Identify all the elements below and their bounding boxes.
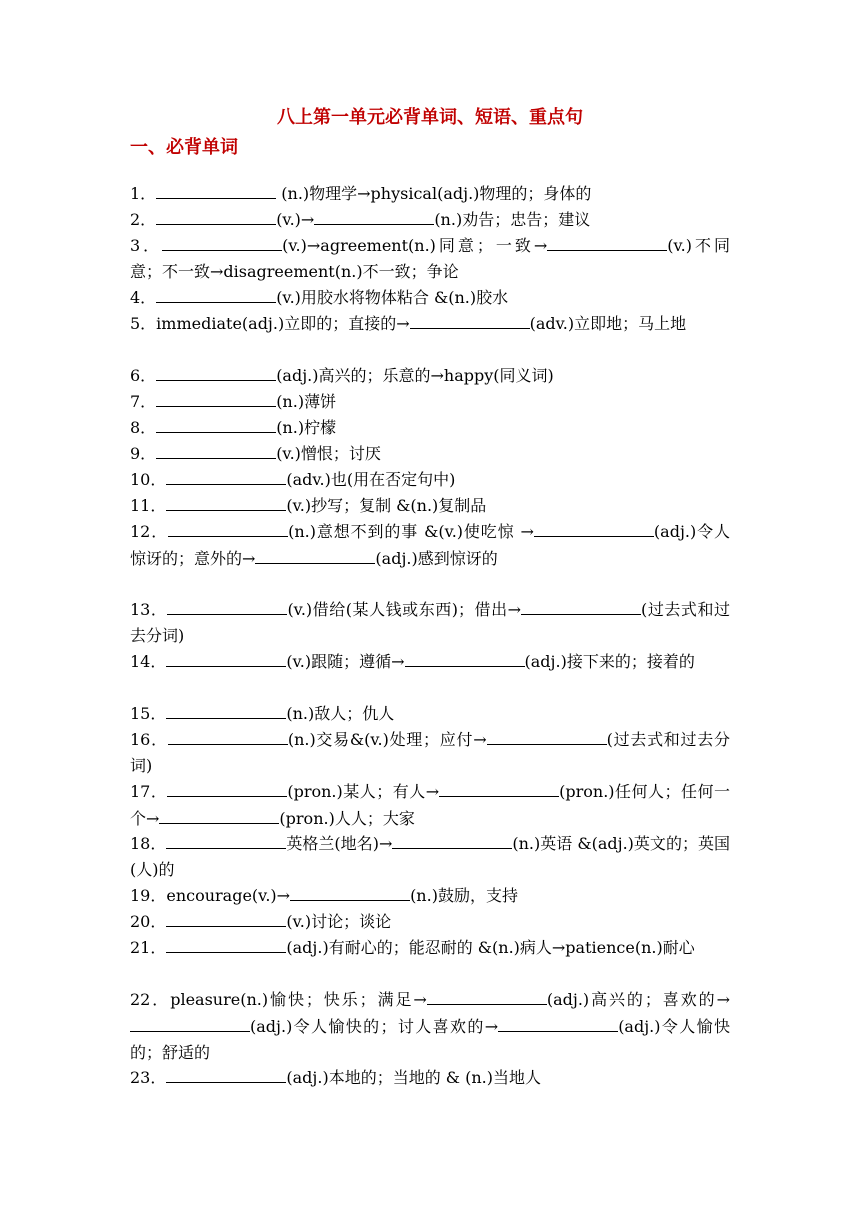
vocab-text: 14． (130, 652, 167, 671)
vocab-text: (n.)鼓励，支持 (410, 886, 518, 905)
answer-blank[interactable] (410, 310, 530, 329)
vocab-item (130, 648, 730, 700)
vocab-text: 3． (130, 236, 163, 255)
vocab-text: (adj.)感到惊讶的 (375, 549, 498, 568)
vocab-text: (v.)不同意；不一致→disagreement(n.)不一致；争论 (130, 236, 730, 281)
answer-blank[interactable] (439, 778, 559, 797)
vocab-text: 12． (130, 522, 169, 541)
vocab-text: 11． (130, 496, 167, 515)
vocab-text: (n.)薄饼 (276, 392, 337, 411)
vocab-text: (v.)抄写；复制 &(n.)复制品 (286, 496, 487, 515)
vocab-text: (n.)柠檬 (276, 418, 337, 437)
answer-blank[interactable] (156, 180, 276, 199)
vocab-text: 20． (130, 912, 167, 931)
answer-blank[interactable] (156, 206, 276, 225)
vocab-text: 2． (130, 210, 157, 229)
answer-blank[interactable] (156, 362, 276, 381)
vocab-text: (adj.)令人愉快的；舒适的 (130, 1017, 730, 1062)
vocab-item (130, 596, 730, 648)
section-heading: 一、必背单词 (130, 137, 238, 158)
vocab-text: (n.)物理学→physical(adj.)物理的；身体的 (276, 184, 592, 203)
vocab-text: 10． (130, 470, 167, 489)
vocab-item (130, 1064, 730, 1090)
vocab-item (130, 986, 730, 1064)
vocabulary-list (130, 180, 730, 1090)
vocab-text: (v.)→ (276, 210, 315, 229)
answer-blank[interactable] (166, 830, 286, 849)
answer-blank[interactable] (156, 440, 276, 459)
vocab-text: (adj.)高兴的；喜欢的→ (546, 990, 730, 1009)
vocab-text: (n.)英语 &(adj.)英文的；英国(人)的 (130, 834, 730, 879)
answer-blank[interactable] (166, 1064, 286, 1083)
vocab-text: 1． (130, 184, 157, 203)
vocab-item (130, 726, 730, 778)
answer-blank[interactable] (405, 648, 525, 667)
answer-blank[interactable] (168, 726, 288, 745)
answer-blank[interactable] (255, 545, 375, 564)
answer-blank[interactable] (166, 700, 286, 719)
vocab-item (130, 440, 730, 466)
vocab-text: (adj.)令人愉快的；讨人喜欢的→ (250, 1017, 499, 1036)
answer-blank[interactable] (487, 726, 607, 745)
answer-blank[interactable] (159, 805, 279, 824)
vocab-text: 7． (130, 392, 157, 411)
vocab-text: (pron.)任何人；任何一个→ (130, 782, 730, 828)
vocab-item (130, 310, 730, 362)
vocab-text: 13． (130, 600, 168, 619)
vocab-text: (n.)意想不到的事 &(v.)使吃惊 → (288, 522, 534, 541)
vocab-text: 6． (130, 366, 157, 385)
answer-blank[interactable] (547, 232, 667, 251)
vocab-text: (n.)敌人；仇人 (286, 704, 395, 723)
vocab-text: 16． (130, 730, 168, 749)
vocab-item (130, 830, 730, 882)
vocab-text: (过去式和过去分词) (130, 600, 730, 645)
vocab-item (130, 492, 730, 518)
vocab-item (130, 388, 730, 414)
answer-blank[interactable] (427, 986, 547, 1005)
answer-blank[interactable] (534, 518, 654, 537)
vocab-text: 23． (130, 1068, 167, 1087)
answer-blank[interactable] (290, 882, 410, 901)
vocab-text: (v.)讨论；谈论 (286, 912, 392, 931)
answer-blank[interactable] (156, 284, 276, 303)
vocab-item (130, 414, 730, 440)
answer-blank[interactable] (167, 778, 287, 797)
vocab-item (130, 518, 730, 596)
vocab-item (130, 934, 730, 986)
vocab-item (130, 908, 730, 934)
vocab-text: (adv.)立即地；马上地 (529, 314, 687, 333)
answer-blank[interactable] (156, 414, 276, 433)
vocab-item (130, 362, 730, 388)
answer-blank[interactable] (166, 934, 286, 953)
answer-blank[interactable] (168, 518, 288, 537)
answer-blank[interactable] (521, 596, 641, 615)
vocab-text: 英格兰(地名)→ (286, 834, 393, 853)
vocab-text: 9． (130, 444, 157, 463)
vocab-text: (adj.)令人惊讶的；意外的→ (130, 522, 730, 568)
vocab-item (130, 284, 730, 310)
answer-blank[interactable] (314, 206, 434, 225)
answer-blank[interactable] (130, 1013, 250, 1032)
vocab-text: (过去式和过去分词) (130, 730, 730, 775)
vocab-text: 21． (130, 938, 167, 957)
answer-blank[interactable] (498, 1013, 618, 1032)
answer-blank[interactable] (166, 466, 286, 485)
answer-blank[interactable] (166, 648, 286, 667)
vocab-text: (n.)交易&(v.)处理；应付→ (287, 730, 487, 749)
vocab-text: 4． (130, 288, 157, 307)
answer-blank[interactable] (166, 908, 286, 927)
vocab-text: (adj.)有耐心的；能忍耐的 &(n.)病人→patience(n.)耐心 (286, 938, 695, 957)
vocab-text: (adv.)也(用在否定句中) (286, 470, 456, 489)
answer-blank[interactable] (167, 596, 287, 615)
vocab-text: 17． (130, 782, 168, 801)
vocab-text: 18． (130, 834, 167, 853)
vocab-item (130, 180, 730, 206)
vocab-item (130, 882, 730, 908)
vocab-text: (adj.)高兴的；乐意的→happy(同义词) (276, 366, 554, 385)
answer-blank[interactable] (166, 492, 286, 511)
vocab-text: 8． (130, 418, 157, 437)
vocab-item (130, 466, 730, 492)
vocab-text: (v.)→agreement(n.)同意；一致→ (282, 236, 548, 255)
answer-blank[interactable] (162, 232, 282, 251)
vocab-text: 5．immediate(adj.)立即的；直接的→ (130, 314, 410, 333)
vocab-text: 22．pleasure(n.)愉快；快乐；满足→ (130, 990, 427, 1009)
vocab-text: (v.)憎恨；讨厌 (276, 444, 381, 463)
vocab-text: (pron.)某人；有人→ (287, 782, 440, 801)
vocab-item (130, 778, 730, 830)
vocab-text: (v.)跟随；遵循→ (286, 652, 405, 671)
vocab-text: (adj.)接下来的；接着的 (524, 652, 695, 671)
vocab-item (130, 206, 730, 232)
vocab-text: (v.)用胶水将物体粘合 &(n.)胶水 (276, 288, 509, 307)
vocab-text: 15． (130, 704, 167, 723)
vocab-text: (adj.)本地的；当地的 & (n.)当地人 (286, 1068, 541, 1087)
vocab-item (130, 700, 730, 726)
vocab-text: (pron.)人人；大家 (279, 809, 415, 828)
answer-blank[interactable] (156, 388, 276, 407)
vocab-text: 19．encourage(v.)→ (130, 886, 291, 905)
vocab-item (130, 232, 730, 284)
vocab-text: (v.)借给(某人钱或东西)；借出→ (287, 600, 522, 619)
page-title: 八上第一单元必背单词、短语、重点句 (277, 107, 583, 128)
vocab-text: (n.)劝告；忠告；建议 (434, 210, 591, 229)
answer-blank[interactable] (392, 830, 512, 849)
